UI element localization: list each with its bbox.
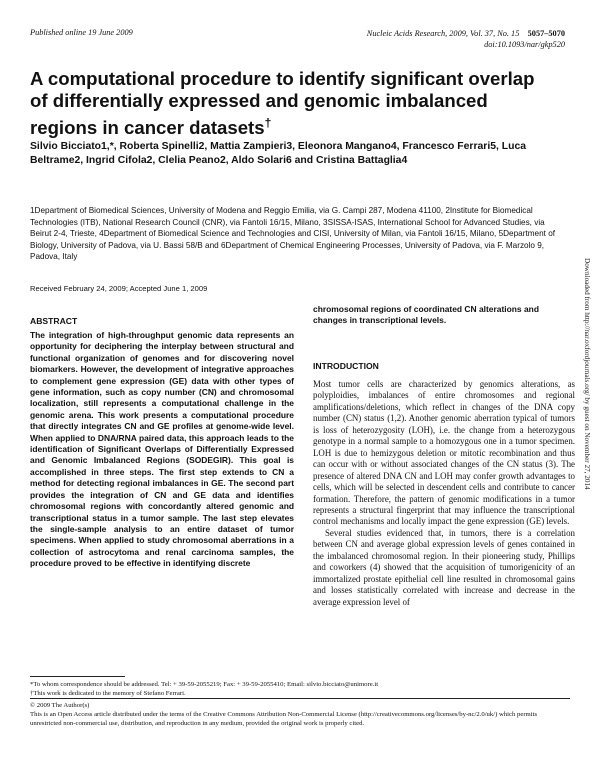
- paper-title: [30, 68, 550, 139]
- author-list: Silvio Bicciato1,*, Roberta Spinelli2, Mattia Zampieri3, Eleonora Mangano4, Francesco Ferrari5, Luca Beltrame2, Ingrid Cifola2, Clelia Peano2, Aldo Solari6 and Cristina Battaglia4: [30, 141, 527, 166]
- copyright-line: © 2009 The Author(s): [30, 702, 90, 709]
- footnotes: [30, 680, 570, 698]
- abstract-text: The integration of high-throughput genomic data represents an opportunity for deciphering the interplay between structural and functional organization of genomes and for discovering novel biomarkers. However, the development of integrative approaches to complement gene expression (GE) data with other types of gene information, such as copy number (CN) and chromosomal localization, still represents a computational challenge in the genomic arena. This work presents a computational procedure that directly integrates CN and GE profiles at genome-wide level. When applied to DNA/RNA paired data, this approach leads to the identification of Significant Overlaps of Differentially Expressed and Genomic Imbalanced Regions (SODEGIR). This goal is accomplished in three steps. The first step extends to CN a method for detecting regional imbalances in GE. The second part provides the integration of CN and GE data and identifies chromosomal regions with concordantly altered genomic and transcriptional status in a tumor sample. The last step elevates the single-sample analysis to an entire dataset of tumor specimens. When applied to study chromosomal aberrations in a collection of astrocytoma and renal carcinoma samples, the procedure proved to be effective in identifying discrete: [30, 330, 294, 569]
- affiliations: 1Department of Biomedical Sciences, University of Modena and Reggio Emilia, via G. Campi 287, Modena 41100, 2Institute for Biomedical Technologies (ITB), National Research Council (CNR), via Fantoli 16/15, Milano, 3SISSA-ISAS, International School for Advanced Studies, via Beirut 2-4, Trieste, 4Department of Biomedical Science and Technologies and CISI, University of Milan, via Fantoli 16/15, Milano, 5Department of Biology, University of Padova, via U. Bassi 58/B and 6Department of Chemical Engineering Processes, University of Padova, via F. Marzolo 9, Padova, Italy: [30, 206, 556, 262]
- abstract-heading: ABSTRACT: [30, 316, 78, 326]
- journal-header: [367, 28, 565, 50]
- license-divider: [30, 698, 570, 699]
- footnote-divider: [30, 676, 125, 677]
- introduction-body: [313, 379, 575, 608]
- license-text: This is an Open Access article distributed under the terms of the Creative Commons Attribution Non-Commercial License (http://creativecommons.org/licenses/by-nc/2.0/uk/) which permits unrestricted non-commercial use, distribution, and reproduction in any medium, provided the original work is properly cited.: [30, 711, 538, 727]
- paper-title-text: A computational procedure to identify significant overlap of differentially expressed and genomic imbalanced regions in cancer datasets: [30, 68, 535, 139]
- doi: doi:10.1093/nar/gkp520: [484, 40, 565, 49]
- abstract-continuation: chromosomal regions of coordinated CN alterations and changes in transcriptional levels.: [313, 304, 539, 326]
- published-date: Published online 19 June 2009: [30, 28, 133, 37]
- download-notice[interactable]: Downloaded from http://nar.oxfordjournals.org/ by guest on November 27, 2014: [583, 258, 591, 490]
- copyright-block: [30, 701, 570, 728]
- dedication-note: †This work is dedicated to the memory of Stefano Ferrari.: [30, 690, 186, 697]
- introduction-heading: INTRODUCTION: [313, 361, 379, 371]
- title-dagger: †: [264, 116, 272, 130]
- page-range: 5057–5070: [527, 29, 565, 38]
- intro-paragraph: Most tumor cells are characterized by genomics alterations, as polyploidies, imbalances of entire chromosomes and regional amplifications/deletions, which reflect in changes of the DNA copy number (CN) status (1,2). Another genomic aberration typical of tumors is loss of heterozygosity (LOH), i.e. the change from a heterozygous genotype in a normal sample to a homozygous one in a tumor specimen. LOH is due to hemizygous deletion or mitotic recombination and thus can occur with or without associated changes of the CN status (3). The presence of altered DNA CN and LOH may confer growth advantages to cells, which will be selected in descendent cells and contribute to cancer formation. Therefore, the pattern of genomic modifications in a tumor represents a structural fingerprint that may influence the transcriptional control mechanisms and locally impact the gene expression (GE) levels.: [313, 379, 575, 527]
- journal-citation: Nucleic Acids Research, 2009, Vol. 37, No. 15: [366, 29, 520, 38]
- correspondence-note: *To whom correspondence should be addressed. Tel: + 39-59-2055219; Fax: + 39-59-2055410; Email: silvio.bicciato@unimore.it: [30, 681, 379, 688]
- intro-paragraph: Several studies evidenced that, in tumors, there is a correlation between CN and average global expression levels of genes contained in the imbalanced chromosomal region. In their pioneering study, Phillips and coworkers (4) showed that the acquisition of tumorigenicity of an immortalized prostate epithelial cell line resulted in chromosomal gains and losses statistically correlated with increase and decrease in the average expression level of: [313, 527, 575, 607]
- download-sidebar: [581, 258, 593, 593]
- received-dates: Received February 24, 2009; Accepted June 1, 2009: [30, 284, 208, 293]
